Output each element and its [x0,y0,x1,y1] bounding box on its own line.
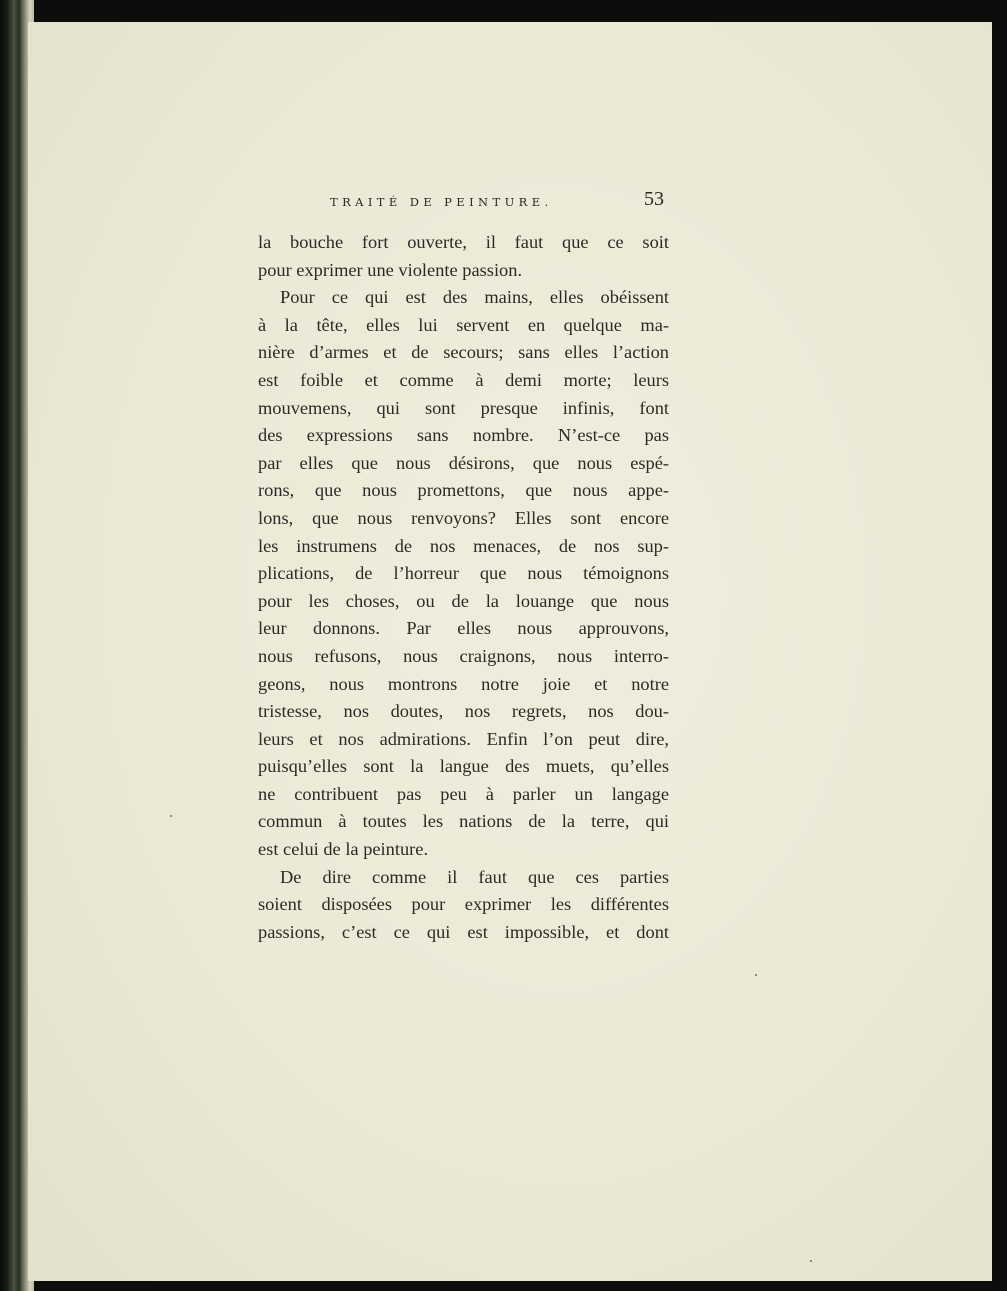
text-line: la bouche fort ouverte, il faut que ce soit [258,232,669,252]
paper-speck [755,974,757,976]
text-line: passions, c’est ce qui est impossible, et dont [258,921,669,942]
running-title: TRAITÉ DE PEINTURE. [330,195,553,209]
text-line: des expressions sans nombre. N’est-ce pas [258,425,669,446]
text-line: à la tête, elles lui servent en quelque ma- [258,314,669,335]
text-line: Pour ce qui est des mains, elles obéissent [280,287,669,308]
body-text [258,229,669,946]
text-line: rons, que nous promettons, que nous appe- [258,480,669,501]
text-line: lons, que nous renvoyons? Elles sont encore [258,507,669,528]
text-line: ne contribuent pas peu à parler un langage [258,783,669,804]
paper-speck [170,815,172,817]
text-line: les instrumens de nos menaces, de nos sup- [258,535,669,556]
text-line: plications, de l’horreur que nous témoignons [258,563,669,584]
text-line: est celui de la peinture. [258,839,429,860]
text-line: leurs et nos admirations. Enfin l’on peut dire, [258,728,669,749]
text-line: soient disposées pour exprimer les différentes [258,894,669,915]
text-line: pour exprimer une violente passion. [258,259,523,280]
text-line: tristesse, nos doutes, nos regrets, nos dou- [258,701,669,722]
text-line: mouvemens, qui sont presque infinis, font [258,397,669,418]
text-line: nous refusons, nous craignons, nous interro- [258,645,669,666]
page-number: 53 [644,188,664,210]
text-line: pour les choses, ou de la louange que nous [258,590,669,611]
paper-speck [810,1260,812,1262]
text-line: est foible et comme à demi morte; leurs [258,369,669,390]
text-line: De dire comme il faut que ces parties [280,866,669,887]
text-line: commun à toutes les nations de la terre, qui [258,811,669,832]
running-head [258,186,668,216]
text-line: puisqu’elles sont la langue des muets, qu’elles [258,756,669,777]
text-line: nière d’armes et de secours; sans elles l’action [258,342,669,363]
text-line: leur donnons. Par elles nous approuvons, [258,618,669,639]
text-line: geons, nous montrons notre joie et notre [258,673,669,694]
text-line: par elles que nous désirons, que nous espé- [258,452,669,473]
